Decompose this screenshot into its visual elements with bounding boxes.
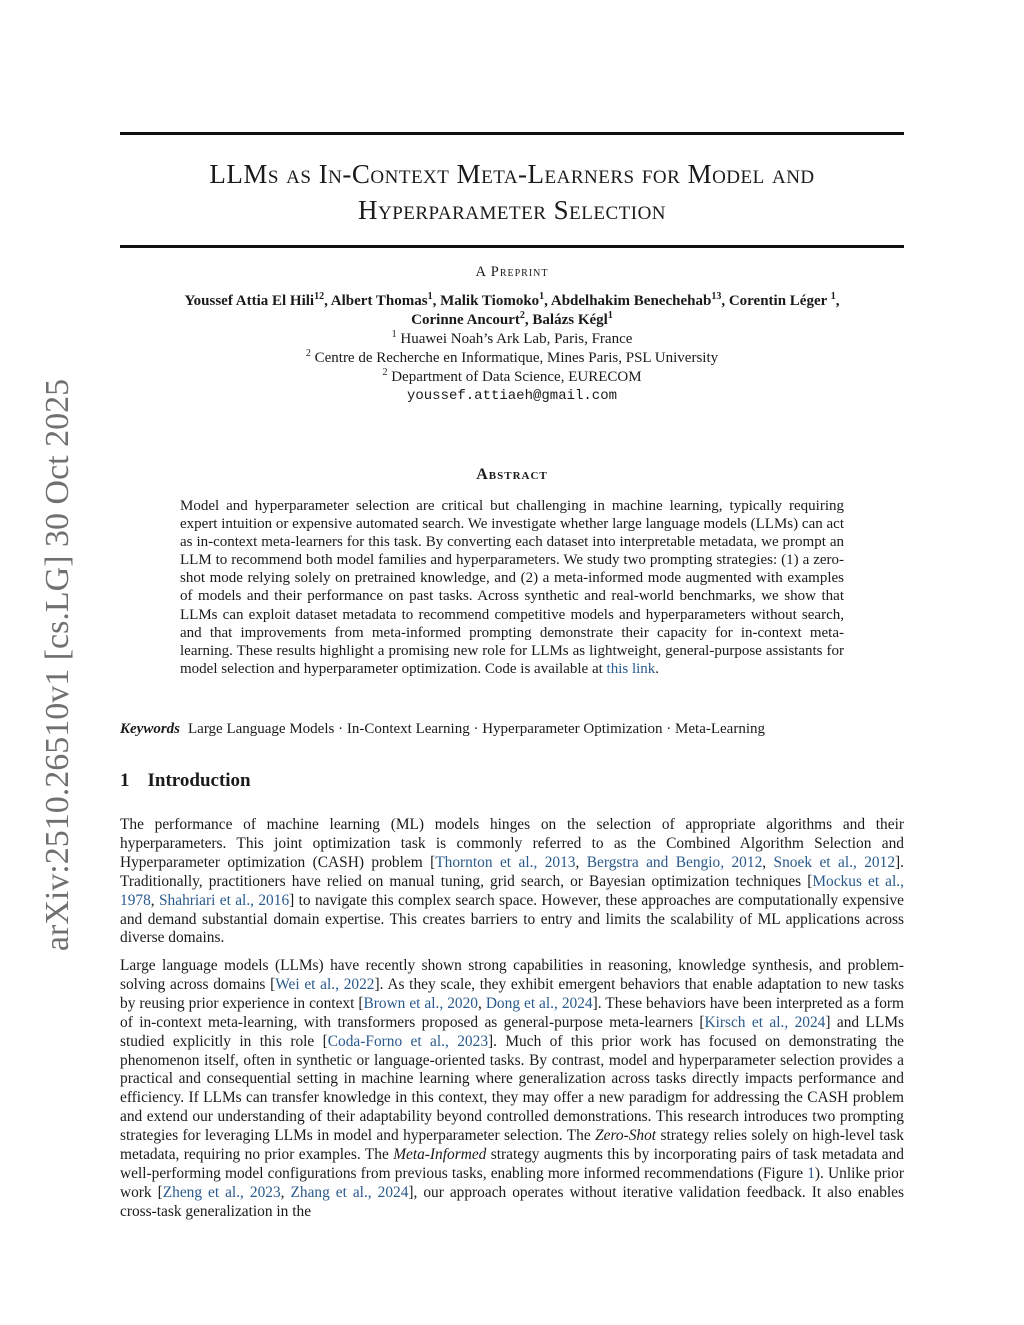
author-name: Corentin Léger [728, 293, 827, 309]
author-block [120, 292, 904, 406]
keywords-text: Large Language Models · In-Context Learning · Hyperparameter Optimization · Meta-Learning [188, 721, 766, 737]
author-name: Youssef Attia El Hili [184, 293, 315, 309]
author-name: Corinne Ancourt [411, 312, 520, 328]
zero-shot-term: Zero-Shot [595, 1127, 657, 1145]
citation-link[interactable]: Thornton et al., 2013 [435, 853, 576, 871]
citation-link[interactable]: Bergstra and Bengio, 2012 [586, 853, 763, 871]
citation-link[interactable]: Coda-Forno et al., 2023 [327, 1032, 489, 1050]
author-affiliation-mark: 1 [607, 310, 613, 321]
title-line-2: Hyperparameter Selection [357, 195, 667, 225]
author-name: Malik Tiomoko [440, 293, 540, 309]
citation-link[interactable]: Kirsch et al., 2024 [704, 1013, 826, 1031]
author-name: Balázs Kégl [532, 312, 608, 328]
abstract-heading: Abstract [476, 466, 548, 483]
preprint-label: A Preprint [475, 264, 549, 280]
intro-paragraph-2: Large language models (LLMs) have recently shown strong capabilities in reasoning, knowledge synthesis, and problem-solving across domains [Wei et al., 2022]. As they scale, they exhibit emergent behaviors that enable adaptation to new tasks by reusing prior experience in context [Brown et al., 2020, Dong et al., 2024]. These behaviors have been interpreted as a form of in-context meta-learning, with transformers proposed as general-purpose meta-learners [Kirsch et al., 2024] and LLMs studied explicitly in this role [Coda-Forno et al., 2023]. Much of this prior work has focused on demonstrating the phenomenon itself, often in synthetic or language-oriented tasks. By contrast, model and hyperparameter selection provides a practical and consequential setting in machine learning where generalization across tasks directly impacts performance and efficiency. If LLMs can transfer knowledge in this context, they may offer a new paradigm for addressing the CASH problem and extend our understanding of their adaptability beyond controlled demonstrations. This research introduces two prompting strategies for leveraging LLMs in model and hyperparameter selection. The Zero-Shot strategy relies solely on high-level task metadata, requiring no prior examples. The Meta-Informed strategy augments this by incorporating pairs of task metadata and well-performing model configurations from previous tasks, enabling more informed recommendations (Figure 1). Unlike prior work [Zheng et al., 2023, Zhang et al., 2024], our approach operates without iterative validation feedback. It also enables cross-task generalization in the [120, 957, 904, 1220]
author-email[interactable]: youssef.attiaeh@gmail.com [406, 388, 618, 404]
title-top-rule [120, 132, 904, 135]
author-list: Youssef Attia El Hili$^{12}$, Albert Thomas$^1$, Malik Tiomoko$^1$, Abdelhakim Benechehab$^{13}$, Corentin Léger $^1$, Corinne Ancourt$^2$, Balázs Kégl$^1$ [184, 291, 840, 328]
citation-link[interactable]: Mockus et al., 1978 [120, 872, 904, 909]
author-name: Albert Thomas [330, 293, 428, 309]
paper-title [120, 156, 904, 228]
code-link[interactable]: this link [606, 660, 656, 677]
citation-link[interactable]: Wei et al., 2022 [275, 975, 375, 993]
citation-link[interactable]: Zhang et al., 2024 [290, 1183, 409, 1201]
title-bottom-rule [120, 245, 904, 248]
affiliation-3: $^2$ Department of Data Science, EURECOM [382, 367, 642, 385]
section-title: Introduction [147, 770, 251, 791]
meta-informed-term: Meta-Informed [393, 1146, 487, 1164]
affiliation-1: $^1$ Huawei Noah’s Ark Lab, Paris, France [391, 329, 633, 347]
author-affiliation-mark: 2 [519, 310, 525, 321]
section-number: 1 [120, 770, 130, 791]
title-line-1: LLMs as In-Context Meta-Learners for Model and [209, 159, 815, 189]
affiliation-2: $^2$ Centre de Recherche en Informatique, Mines Paris, PSL University [305, 348, 719, 366]
keywords-line [120, 720, 904, 739]
citation-link[interactable]: Shahriari et al., 2016 [158, 891, 290, 909]
section-heading-introduction [120, 770, 251, 792]
citation-link[interactable]: Snoek et al., 2012 [773, 853, 896, 871]
author-affiliation-mark: 1 [830, 291, 836, 302]
author-affiliation-mark: 13 [711, 291, 722, 302]
arxiv-side-stamp: arXiv:2510.26510v1 [cs.LG] 30 Oct 2025 [39, 378, 76, 952]
intro-paragraph-1: The performance of machine learning (ML) models hinges on the selection of appropriate algorithms and their hyperparameters. This joint optimization task is commonly referred to as the Combined Algorithm Selection and Hyperparameter optimization (CASH) problem [Thornton et al., 2013, Bergstra and Bengio, 2012, Snoek et al., 2012]. Traditionally, practitioners have relied on manual tuning, grid search, or Bayesian optimization techniques [Mockus et al., 1978, Shahriari et al., 2016] to navigate this complex search space. However, these approaches are computationally expensive and demand substantial domain expertise. This creates barriers to entry and limits the scalability of ML applications across diverse domains. [120, 816, 904, 947]
keywords-label: Keywords [120, 721, 180, 737]
citation-link[interactable]: Brown et al., 2020 [363, 994, 478, 1012]
author-affiliation-mark: 1 [427, 291, 433, 302]
author-affiliation-mark: 12 [314, 291, 325, 302]
author-name: Abdelhakim Benechehab [550, 293, 712, 309]
author-affiliation-mark: 1 [539, 291, 545, 302]
figure-reference-link[interactable]: 1 [807, 1164, 815, 1182]
citation-link[interactable]: Zheng et al., 2023 [162, 1183, 281, 1201]
citation-link[interactable]: Dong et al., 2024 [485, 994, 593, 1012]
abstract-body: Model and hyperparameter selection are critical but challenging in machine learning, typically requiring expert intuition or expensive automated search. We investigate whether large language models (LLMs) can act as in-context meta-learners for this task. By converting each dataset into interpretable metadata, we prompt an LLM to recommend both model families and hyperparameters. We study two prompting strategies: (1) a zero-shot mode relying solely on pretrained knowledge, and (2) a meta-informed mode augmented with examples of models and their performance on past tasks. Across synthetic and real-world benchmarks, we show that LLMs can exploit dataset metadata to recommend competitive models and hyperparameters without search, and that improvements from meta-informed prompting demonstrate their capacity for in-context meta-learning. These results highlight a promising new role for LLMs as lightweight, general-purpose assistants for model selection and hyperparameter optimization. Code is available at this link. [180, 498, 844, 677]
